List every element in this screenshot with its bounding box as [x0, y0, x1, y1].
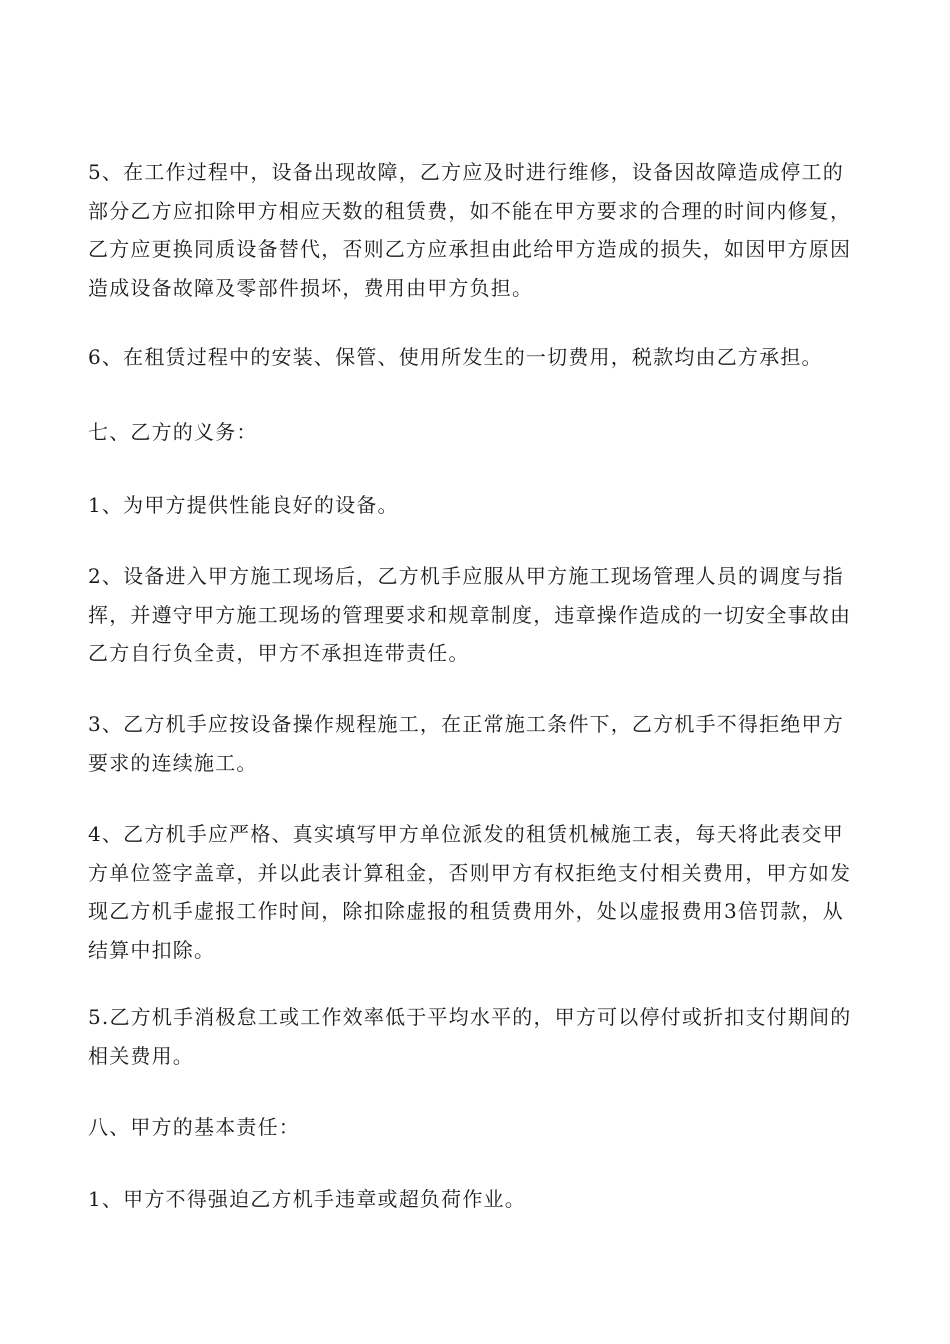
obligation-3-operating-rules: 3、乙方机手应按设备操作规程施工，在正常施工条件下，乙方机手不得拒绝甲方要求的连续施工。: [88, 712, 844, 775]
responsibility-1-no-forced-overload: 1、甲方不得强迫乙方机手违章或超负荷作业。: [88, 1187, 526, 1211]
clause-7-5-equipment-failure: 5、在工作过程中，设备出现故障，乙方应及时进行维修，设备因故障造成停工的部分乙方应扣除甲方相应天数的租赁费，如不能在甲方要求的合理的时间内修复，乙方应更换同质设备替代，否则乙方应承担由此给甲方造成的损失，如因甲方原因造成设备故障及零部件损坏，费用由甲方负担。: [88, 160, 852, 300]
obligation-1-provide-equipment: 1、为甲方提供性能良好的设备。: [88, 493, 399, 517]
section-heading-party-b-obligations: 七、乙方的义务：: [88, 420, 258, 444]
section-heading-party-a-responsibilities: 八、甲方的基本责任：: [88, 1115, 300, 1139]
obligation-4-work-records: 4、乙方机手应严格、真实填写甲方单位派发的租赁机械施工表，每天将此表交甲方单位签字盖章，并以此表计算租金，否则甲方有权拒绝支付相关费用，甲方如发现乙方机手虚报工作时间，除扣除虚报的租赁费用外，处以虚报费用3倍罚款，从结算中扣除。: [88, 822, 852, 962]
clause-7-6-costs-and-taxes: 6、在租赁过程中的安装、保管、使用所发生的一切费用，税款均由乙方承担。: [88, 345, 823, 369]
obligation-2-site-management: 2、设备进入甲方施工现场后，乙方机手应服从甲方施工现场管理人员的调度与指挥，并遵守甲方施工现场的管理要求和规章制度，违章操作造成的一切安全事故由乙方自行负全责，甲方不承担连带责任。: [88, 564, 852, 665]
obligation-5-work-efficiency: 5.乙方机手消极怠工或工作效率低于平均水平的，甲方可以停付或折扣支付期间的相关费用。: [88, 1005, 852, 1068]
